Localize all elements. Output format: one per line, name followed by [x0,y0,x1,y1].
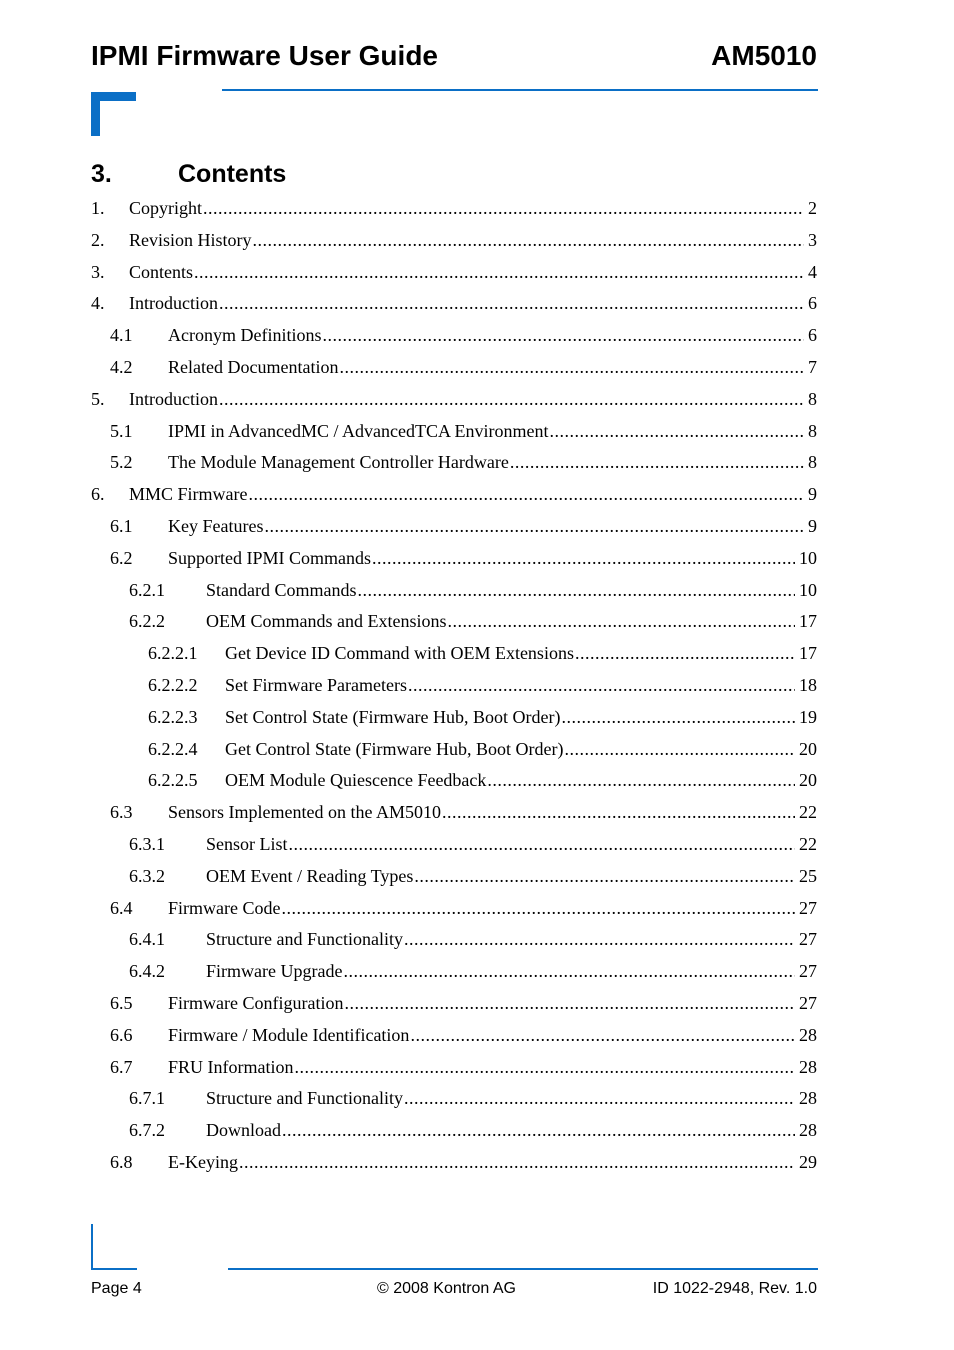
toc-entry-title: Firmware Code [168,897,281,918]
toc-entry-page: 28 [799,1088,817,1109]
toc-entry[interactable] [91,797,817,829]
header-divider [222,89,818,91]
toc-entry[interactable] [91,638,817,670]
toc-entry-number: 6.2.1 [129,579,165,600]
toc-entry-number: 4.1 [110,325,133,346]
toc-entry[interactable] [91,1115,817,1147]
toc-dot-leader [510,447,804,479]
toc-entry-number: 6.1 [110,515,133,536]
document-title: IPMI Firmware User Guide [91,40,438,71]
toc-entry-title: Set Firmware Parameters [225,674,407,695]
toc-entry[interactable] [91,956,817,988]
toc-entry-title: Sensors Implemented on the AM5010 [168,802,441,823]
toc-entry-page: 7 [808,356,817,377]
toc-entry-title: FRU Information [168,1056,294,1077]
corner-mark-top [91,92,136,136]
toc-entry[interactable] [91,575,817,607]
toc-dot-leader [564,734,795,766]
toc-dot-leader [339,352,804,384]
toc-entry-title: Structure and Functionality [206,1088,403,1109]
toc-entry-page: 29 [799,1151,817,1172]
toc-dot-leader [253,225,804,257]
toc-entry-number: 6.5 [110,992,133,1013]
toc-entry-number: 6.3.1 [129,833,165,854]
toc-entry[interactable] [91,1083,817,1115]
section-number: 3. [91,160,112,188]
toc-entry-page: 9 [808,484,817,505]
toc-entry-title: Structure and Functionality [206,929,403,950]
page-number: Page 4 [91,1280,142,1297]
toc-entry-page: 17 [799,611,817,632]
toc-entry-title: OEM Commands and Extensions [206,611,447,632]
toc-dot-leader [249,479,805,511]
toc-dot-leader [282,1115,795,1147]
toc-entry[interactable] [91,670,817,702]
toc-dot-leader [239,1147,795,1179]
toc-entry[interactable] [91,447,817,479]
toc-entry-page: 3 [808,229,817,250]
toc-entry-page: 28 [799,1120,817,1141]
toc-entry-page: 9 [808,515,817,536]
toc-dot-leader [414,861,795,893]
toc-entry[interactable] [91,479,817,511]
toc-entry-number: 6.4 [110,897,133,918]
toc-entry[interactable] [91,1147,817,1179]
toc-entry[interactable] [91,861,817,893]
toc-entry-title: Firmware / Module Identification [168,1024,410,1045]
toc-dot-leader [194,257,804,289]
toc-entry-number: 6.4.2 [129,961,165,982]
toc-entry-title: OEM Event / Reading Types [206,865,414,886]
toc-entry-title: MMC Firmware [129,484,248,505]
toc-entry[interactable] [91,416,817,448]
toc-dot-leader [203,193,804,225]
toc-entry-number: 6. [91,484,105,505]
toc-entry-title: Acronym Definitions [168,325,322,346]
toc-entry-title: Introduction [129,388,218,409]
toc-entry-title: Sensor List [206,833,288,854]
toc-entry-page: 19 [799,706,817,727]
toc-entry[interactable] [91,384,817,416]
toc-entry[interactable] [91,193,817,225]
toc-entry-number: 3. [91,261,105,282]
section-heading [91,158,286,190]
toc-entry[interactable] [91,734,817,766]
toc-dot-leader [358,575,796,607]
toc-entry[interactable] [91,988,817,1020]
toc-dot-leader [322,320,804,352]
toc-entry-page: 8 [808,388,817,409]
toc-entry-number: 6.3.2 [129,865,165,886]
toc-entry-title: Key Features [168,515,264,536]
toc-dot-leader [575,638,795,670]
toc-entry[interactable] [91,1020,817,1052]
toc-entry[interactable] [91,543,817,575]
toc-entry[interactable] [91,320,817,352]
footer-divider [228,1268,818,1270]
toc-entry-number: 1. [91,198,105,218]
toc-entry-number: 2. [91,229,105,250]
toc-dot-leader [344,988,795,1020]
toc-entry-title: Set Control State (Firmware Hub, Boot Order) [225,706,561,727]
toc-entry-number: 6.3 [110,802,133,823]
toc-entry-number: 6.2.2 [129,611,165,632]
toc-dot-leader [295,1052,796,1084]
corner-mark-bottom-horizontal [91,1268,137,1270]
toc-entry-page: 17 [799,643,817,664]
toc-entry-number: 5.1 [110,420,133,441]
corner-mark-bottom [91,1224,137,1270]
toc-entry-number: 6.2.2.4 [148,738,198,759]
toc-entry-number: 4.2 [110,356,133,377]
product-model: AM5010 [711,40,817,71]
toc-entry[interactable] [91,829,817,861]
toc-entry-title: Firmware Upgrade [206,961,343,982]
toc-entry-title: IPMI in AdvancedMC / AdvancedTCA Environment [168,420,549,441]
toc-dot-leader [343,956,795,988]
toc-entry[interactable] [91,924,817,956]
toc-entry-page: 27 [799,961,817,982]
toc-entry-title: Related Documentation [168,356,339,377]
toc-entry-page: 22 [799,802,817,823]
toc-dot-leader [442,797,795,829]
toc-entry-number: 6.2.2.3 [148,706,198,727]
toc-dot-leader [561,702,795,734]
toc-entry-page: 6 [808,325,817,346]
toc-entry-page: 27 [799,929,817,950]
toc-entry[interactable] [91,893,817,925]
toc-entry[interactable] [91,225,817,257]
toc-entry-page: 22 [799,833,817,854]
toc-entry-page: 10 [799,579,817,600]
document-id: ID 1022-2948, Rev. 1.0 [652,1280,817,1297]
corner-mark-top-vertical [91,92,100,136]
toc-entry-number: 6.6 [110,1024,133,1045]
toc-dot-leader [404,1083,795,1115]
toc-entry-number: 6.2.2.5 [148,770,198,791]
toc-entry[interactable] [91,1052,817,1084]
toc-dot-leader [289,829,795,861]
toc-entry-title: Download [206,1120,281,1141]
toc-dot-leader [549,416,804,448]
section-title: Contents [178,160,287,188]
toc-entry-page: 6 [808,293,817,314]
toc-dot-leader [410,1020,795,1052]
toc-entry-title: E-Keying [168,1151,238,1172]
toc-entry-title: Firmware Configuration [168,992,344,1013]
toc-entry-number: 6.7 [110,1056,133,1077]
toc-entry-number: 6.8 [110,1151,133,1172]
toc-entry-page: 2 [808,198,817,218]
toc-entry[interactable] [91,765,817,797]
toc-entry-page: 20 [799,770,817,791]
toc-entry-number: 6.7.1 [129,1088,165,1109]
toc-entry[interactable] [91,288,817,320]
toc-entry-number: 5.2 [110,452,133,473]
toc-entry-page: 8 [808,420,817,441]
toc-entry-title: Get Control State (Firmware Hub, Boot Order) [225,738,564,759]
toc-entry-page: 28 [799,1056,817,1077]
copyright-notice: © 2008 Kontron AG [377,1280,516,1297]
toc-entry[interactable] [91,511,817,543]
toc-entry-title: The Module Management Controller Hardware [168,452,509,473]
toc-entry-title: Revision History [129,229,252,250]
toc-entry-title: Copyright [129,198,203,218]
corner-mark-bottom-vertical [91,1224,93,1270]
toc-entry-number: 6.2.2.1 [148,643,198,664]
toc-entry-page: 10 [799,547,817,568]
toc-entry-number: 5. [91,388,105,409]
toc-entry-page: 27 [799,992,817,1013]
table-of-contents [91,193,817,1179]
toc-dot-leader [219,384,804,416]
toc-entry[interactable] [91,352,817,384]
toc-entry-page: 28 [799,1024,817,1045]
toc-entry[interactable] [91,257,817,289]
toc-dot-leader [281,893,795,925]
toc-entry-title: OEM Module Quiescence Feedback [225,770,487,791]
toc-entry-title: Contents [129,261,194,282]
toc-dot-leader [404,924,795,956]
toc-dot-leader [448,606,796,638]
toc-entry-page: 8 [808,452,817,473]
toc-entry-number: 6.7.2 [129,1120,165,1141]
toc-entry-number: 6.4.1 [129,929,165,950]
toc-entry-number: 6.2 [110,547,133,568]
toc-entry[interactable] [91,606,817,638]
toc-entry-page: 18 [799,674,817,695]
toc-entry-title: Get Device ID Command with OEM Extensions [225,643,574,664]
toc-entry-title: Introduction [129,293,218,314]
toc-entry-page: 20 [799,738,817,759]
toc-dot-leader [408,670,795,702]
toc-dot-leader [219,288,804,320]
toc-entry[interactable] [91,702,817,734]
toc-entry-number: 6.2.2.2 [148,674,198,695]
toc-entry-title: Standard Commands [206,579,357,600]
toc-entry-page: 27 [799,897,817,918]
toc-entry-page: 4 [808,261,817,282]
toc-dot-leader [264,511,804,543]
toc-entry-number: 4. [91,293,105,314]
toc-entry-page: 25 [799,865,817,886]
toc-dot-leader [487,765,795,797]
toc-dot-leader [372,543,795,575]
toc-entry-title: Supported IPMI Commands [168,547,372,568]
